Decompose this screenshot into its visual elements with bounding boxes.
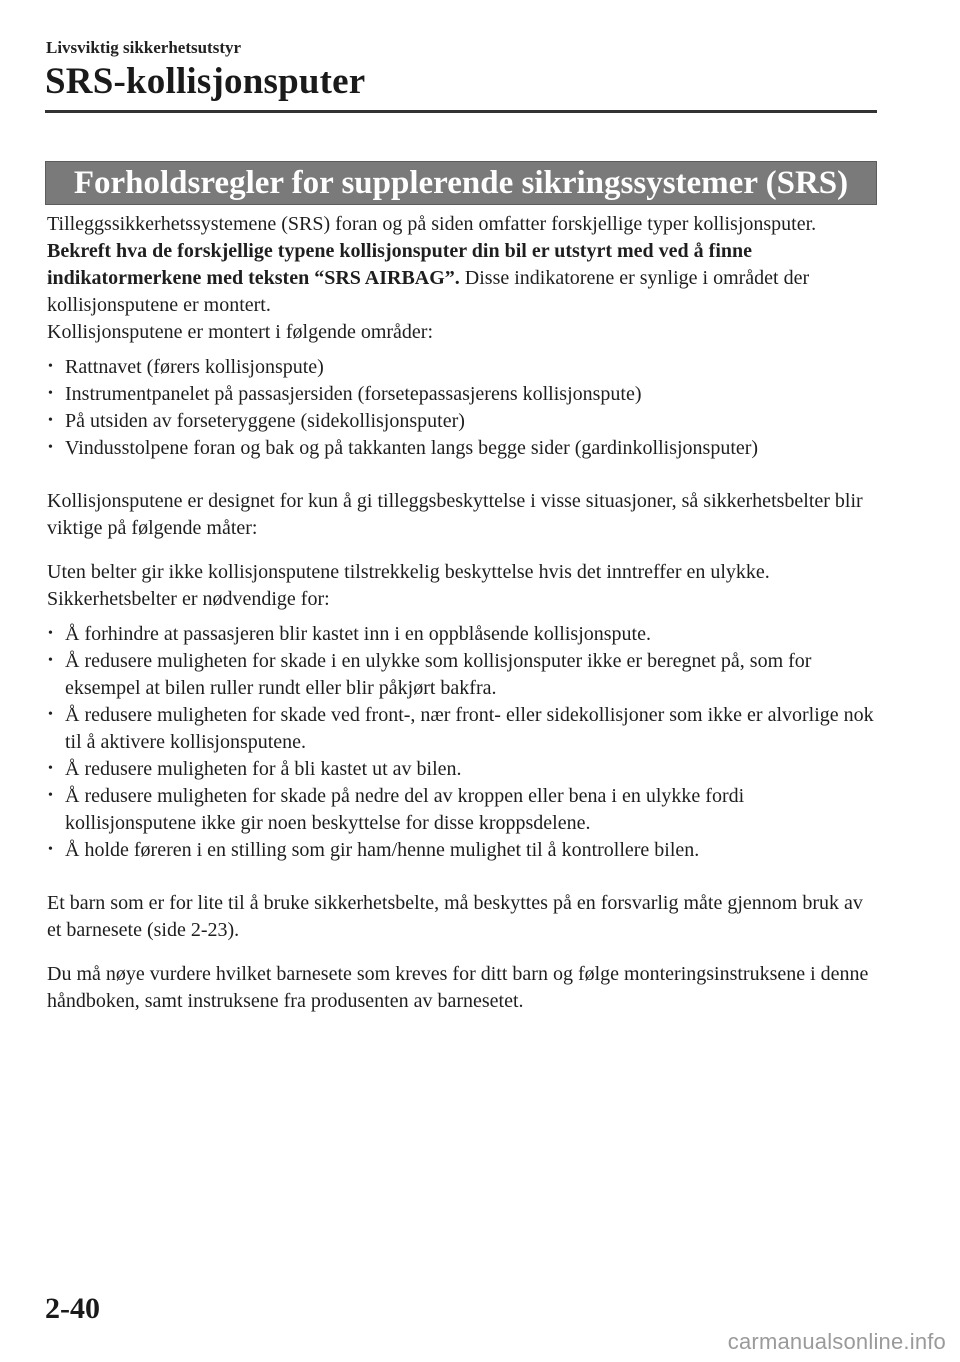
- airbag-areas-list: [47, 354, 877, 462]
- list-item: • Instrumentpanelet på passasjersiden (forsetepassasjerens kollisjonspute): [47, 381, 877, 408]
- list-item: • Å redusere muligheten for skade i en ulykke som kollisjonsputer ikke er beregnet på, som for eksempel at bilen ruller rundt eller blir påkjørt bakfra.: [47, 648, 877, 702]
- section-banner: Forholdsregler for supplerende sikringssystemer (SRS): [45, 161, 877, 205]
- list-item: • På utsiden av forseteryggene (sidekollisjonsputer): [47, 408, 877, 435]
- intro-text-a: Tilleggssikkerhetssystemene (SRS) foran og på siden omfatter forskjellige typer kollisjonsputer.: [47, 213, 817, 235]
- page-number: 2-40: [45, 1292, 100, 1325]
- list-item: • Å redusere muligheten for å bli kastet ut av bilen.: [47, 756, 877, 783]
- list-item: • Å redusere muligheten for skade på nedre del av kroppen eller bena i en ulykke fordi kollisjonsputene ikke gir noen beskyttelse for disse kroppsdelene.: [47, 783, 877, 837]
- list-item: • Å redusere muligheten for skade ved front-, nær front- eller sidekollisjoner som ikke er alvorlige nok til å aktivere kollisjonsputene.: [47, 702, 877, 756]
- list-item: • Å holde føreren i en stilling som gir ham/henne mulighet til å kontrollere bilen.: [47, 837, 877, 864]
- intro-text-b: Disse indikatorene er synlige i området der kollisjonsputene er montert.: [47, 267, 810, 316]
- section-header: Livsviktig sikkerhetsutstyr: [46, 38, 242, 57]
- paragraph-without-belts: Uten belter gir ikke kollisjonsputene tilstrekkelig beskyttelse hvis det inntreffer en ulykke. Sikkerhetsbelter er nødvendige for:: [47, 561, 770, 610]
- areas-intro: Kollisjonsputene er montert i følgende områder:: [47, 321, 434, 343]
- paragraph-designed: Kollisjonsputene er designet for kun å gi tilleggsbeskyttelse i visse situasjoner, så sikkerhetsbelter blir viktige på følgende måter:: [47, 490, 863, 539]
- paragraph-child: Et barn som er for lite til å bruke sikkerhetsbelte, må beskyttes på en forsvarlig måte gjennom bruk av et barnesete (side 2-23).: [47, 892, 863, 941]
- page-title: SRS-kollisjonsputer: [45, 61, 366, 102]
- header-rule: [45, 110, 877, 113]
- list-item: • Å forhindre at passasjeren blir kastet inn i en oppblåsende kollisjonspute.: [47, 621, 877, 648]
- belt-reasons-list: [47, 621, 877, 864]
- list-item: • Rattnavet (førers kollisjonspute): [47, 354, 877, 381]
- paragraph-choose-seat: Du må nøye vurdere hvilket barnesete som kreves for ditt barn og følge monteringsinstruksene i denne håndboken, samt instruksene fra produsenten av barnesetet.: [47, 963, 869, 1012]
- intro-paragraph: [47, 211, 877, 319]
- watermark: carmanualsonline.info: [727, 1329, 946, 1354]
- list-item: • Vindusstolpene foran og bak og på takkanten langs begge sider (gardinkollisjonsputer): [47, 435, 877, 462]
- main-content: [47, 211, 877, 1015]
- intro-bold-text: Bekreft hva de forskjellige typene kollisjonsputer din bil er utstyrt med ved å finne indikatormerkene med teksten “SRS AIRBAG”.: [47, 240, 752, 289]
